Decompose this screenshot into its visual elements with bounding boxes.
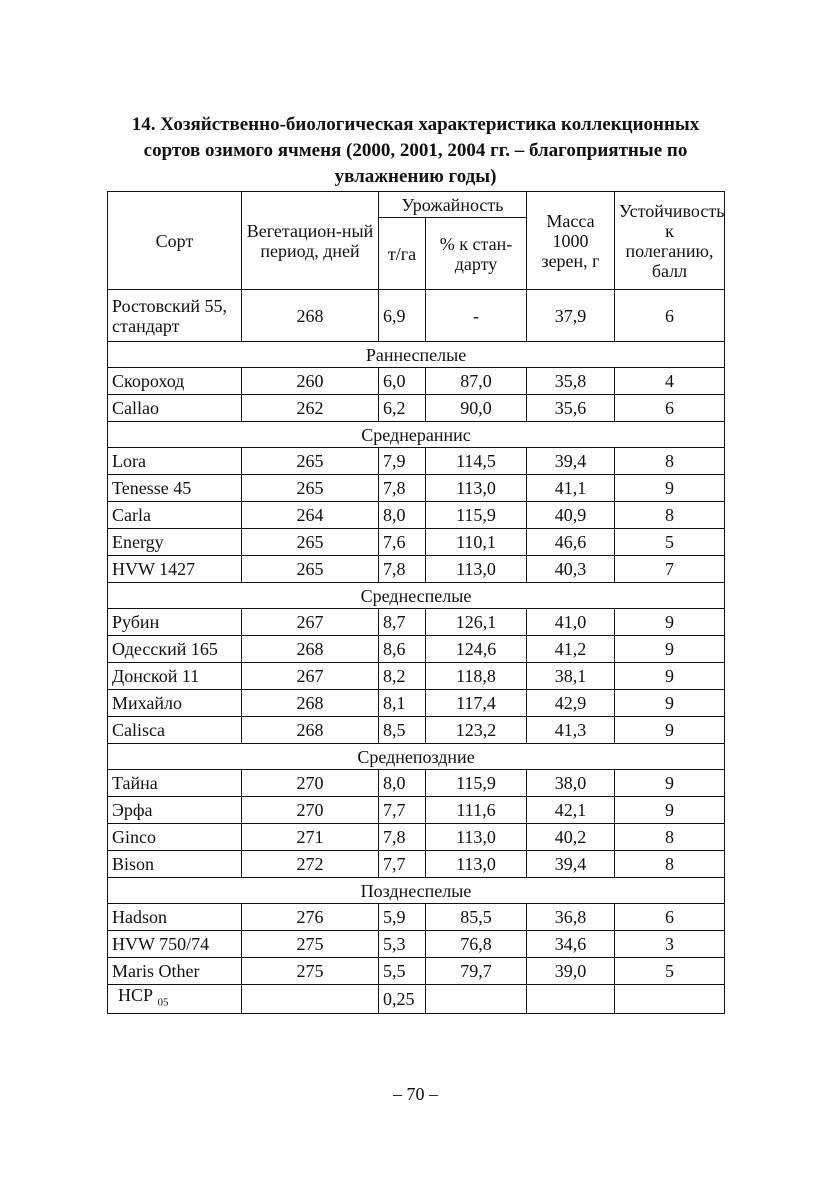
nsr-sub: 05 [157, 996, 169, 1009]
cell-variety: HVW 750/74 [108, 931, 242, 958]
cell-mass: 41,1 [527, 475, 615, 502]
cell-mass: 39,4 [527, 448, 615, 475]
header-variety: Сорт [108, 192, 242, 290]
cell-yield-tha: 5,3 [379, 931, 426, 958]
table-row [108, 556, 725, 583]
cell-mass: 40,3 [527, 556, 615, 583]
cell-yield-tha: 7,7 [379, 797, 426, 824]
cell-mass: 39,0 [527, 958, 615, 985]
cell-mass: 42,1 [527, 797, 615, 824]
title-line-2: сортов озимого ячменя (2000, 2001, 2004 гг. – благоприятные по [143, 140, 688, 161]
cell-variety: Донской 11 [108, 663, 242, 690]
nsr-pct [426, 985, 527, 1014]
cell-variety: Bison [108, 851, 242, 878]
cell-period: 270 [242, 770, 379, 797]
cell-yield-pct: 113,0 [426, 556, 527, 583]
cell-mass: 35,6 [527, 395, 615, 422]
cell-period: 276 [242, 904, 379, 931]
cell-variety: Energy [108, 529, 242, 556]
header-yield-tha: т/га [379, 218, 426, 290]
cell-yield-tha: 7,6 [379, 529, 426, 556]
cell-yield-tha: 7,8 [379, 475, 426, 502]
standard-name: Ростовский 55, стандарт [108, 290, 242, 342]
cell-mass: 38,1 [527, 663, 615, 690]
cell-yield-pct: 114,5 [426, 448, 527, 475]
cell-mass: 39,4 [527, 851, 615, 878]
cell-mass: 42,9 [527, 690, 615, 717]
cell-lodging: 9 [615, 770, 725, 797]
cell-yield-tha: 6,2 [379, 395, 426, 422]
nsr-label-cell [108, 985, 242, 1014]
cell-mass: 36,8 [527, 904, 615, 931]
cell-mass: 40,2 [527, 824, 615, 851]
cell-variety: Carla [108, 502, 242, 529]
cell-yield-tha: 7,7 [379, 851, 426, 878]
cell-yield-tha: 8,0 [379, 770, 426, 797]
cell-yield-pct: 79,7 [426, 958, 527, 985]
group-header-row [108, 744, 725, 770]
cell-mass: 38,0 [527, 770, 615, 797]
nsr-period [242, 985, 379, 1014]
group-title: Среднепоздние [108, 744, 725, 770]
table-row [108, 636, 725, 663]
cell-period: 264 [242, 502, 379, 529]
cell-lodging: 8 [615, 851, 725, 878]
cell-variety: Тайна [108, 770, 242, 797]
group-title: Позднеспелые [108, 878, 725, 904]
table-row [108, 475, 725, 502]
cell-lodging: 8 [615, 824, 725, 851]
cell-lodging: 9 [615, 717, 725, 744]
cell-period: 268 [242, 690, 379, 717]
cell-variety: Одесский 165 [108, 636, 242, 663]
cell-variety: Ginco [108, 824, 242, 851]
cell-yield-tha: 7,9 [379, 448, 426, 475]
cell-variety: Рубин [108, 609, 242, 636]
cell-yield-pct: 113,0 [426, 824, 527, 851]
group-header-row [108, 583, 725, 609]
cell-yield-pct: 115,9 [426, 770, 527, 797]
table-row [108, 609, 725, 636]
cell-lodging: 9 [615, 663, 725, 690]
cell-yield-pct: 117,4 [426, 690, 527, 717]
group-title: Раннеспелые [108, 342, 725, 368]
cell-period: 265 [242, 556, 379, 583]
table-row [108, 448, 725, 475]
cell-lodging: 5 [615, 958, 725, 985]
cell-yield-tha: 8,0 [379, 502, 426, 529]
standard-period: 268 [242, 290, 379, 342]
cell-mass: 35,8 [527, 368, 615, 395]
cell-period: 272 [242, 851, 379, 878]
title-line-1: 14. Хозяйственно-биологическая характеристика коллекционных [131, 114, 700, 135]
cell-period: 270 [242, 797, 379, 824]
standard-lodging: 6 [615, 290, 725, 342]
table-row [108, 395, 725, 422]
cell-variety: Tenesse 45 [108, 475, 242, 502]
cell-yield-tha: 8,6 [379, 636, 426, 663]
nsr-label: НСР [118, 985, 154, 1005]
cell-mass: 41,0 [527, 609, 615, 636]
cell-lodging: 9 [615, 690, 725, 717]
cell-yield-pct: 118,8 [426, 663, 527, 690]
table-row [108, 690, 725, 717]
cell-period: 268 [242, 717, 379, 744]
table-row [108, 958, 725, 985]
cell-lodging: 6 [615, 395, 725, 422]
header-yield-pct: % к стан-дарту [426, 218, 527, 290]
cell-yield-pct: 111,6 [426, 797, 527, 824]
group-header-row [108, 878, 725, 904]
cell-mass: 41,3 [527, 717, 615, 744]
nsr-mass [527, 985, 615, 1014]
cell-yield-tha: 8,1 [379, 690, 426, 717]
cell-mass: 34,6 [527, 931, 615, 958]
group-title: Среднераннис [108, 422, 725, 448]
table-row [108, 663, 725, 690]
nsr-tha: 0,25 [379, 985, 426, 1014]
cell-period: 267 [242, 663, 379, 690]
cell-yield-pct: 124,6 [426, 636, 527, 663]
cell-yield-pct: 110,1 [426, 529, 527, 556]
cell-period: 262 [242, 395, 379, 422]
cell-period: 268 [242, 636, 379, 663]
cell-variety: HVW 1427 [108, 556, 242, 583]
cell-lodging: 9 [615, 475, 725, 502]
cell-lodging: 9 [615, 609, 725, 636]
cell-yield-tha: 8,2 [379, 663, 426, 690]
header-yield: Урожайность [379, 192, 527, 218]
cell-mass: 46,6 [527, 529, 615, 556]
group-header-row [108, 422, 725, 448]
cell-yield-tha: 7,8 [379, 556, 426, 583]
cell-lodging: 6 [615, 904, 725, 931]
cell-yield-pct: 87,0 [426, 368, 527, 395]
table-row [108, 904, 725, 931]
cell-lodging: 5 [615, 529, 725, 556]
cell-yield-tha: 5,5 [379, 958, 426, 985]
cell-lodging: 4 [615, 368, 725, 395]
table-row [108, 824, 725, 851]
cell-yield-pct: 85,5 [426, 904, 527, 931]
cell-yield-pct: 90,0 [426, 395, 527, 422]
table-row [108, 851, 725, 878]
header-lodging: Устойчивость к полеганию, балл [615, 192, 725, 290]
cell-variety: Callao [108, 395, 242, 422]
table-row [108, 797, 725, 824]
cell-yield-pct: 76,8 [426, 931, 527, 958]
cell-period: 265 [242, 529, 379, 556]
cell-period: 267 [242, 609, 379, 636]
cell-lodging: 9 [615, 636, 725, 663]
table-row [108, 502, 725, 529]
cell-mass: 41,2 [527, 636, 615, 663]
cell-variety: Calisca [108, 717, 242, 744]
cell-yield-pct: 126,1 [426, 609, 527, 636]
cell-lodging: 8 [615, 448, 725, 475]
standard-row [108, 290, 725, 342]
cell-period: 260 [242, 368, 379, 395]
cell-lodging: 7 [615, 556, 725, 583]
table-row [108, 770, 725, 797]
header-vegetation: Вегетацион-ный период, дней [242, 192, 379, 290]
group-title: Среднеспелые [108, 583, 725, 609]
nsr-lodging [615, 985, 725, 1014]
cell-lodging: 3 [615, 931, 725, 958]
cell-yield-pct: 113,0 [426, 475, 527, 502]
title-line-3: увлажнению годы) [334, 166, 497, 187]
cell-period: 275 [242, 931, 379, 958]
standard-pct: - [426, 290, 527, 342]
cell-mass: 40,9 [527, 502, 615, 529]
header-mass: Масса 1000 зерен, г [527, 192, 615, 290]
cell-yield-tha: 6,0 [379, 368, 426, 395]
characteristics-table [107, 191, 725, 1014]
cell-yield-pct: 115,9 [426, 502, 527, 529]
cell-yield-tha: 8,5 [379, 717, 426, 744]
cell-yield-tha: 8,7 [379, 609, 426, 636]
cell-variety: Maris Other [108, 958, 242, 985]
table-title [100, 112, 731, 190]
table-row [108, 717, 725, 744]
cell-variety: Михайло [108, 690, 242, 717]
cell-variety: Эрфа [108, 797, 242, 824]
standard-tha: 6,9 [379, 290, 426, 342]
cell-yield-pct: 123,2 [426, 717, 527, 744]
standard-mass: 37,9 [527, 290, 615, 342]
group-header-row [108, 342, 725, 368]
cell-period: 265 [242, 475, 379, 502]
cell-lodging: 9 [615, 797, 725, 824]
cell-yield-tha: 7,8 [379, 824, 426, 851]
table-row [108, 368, 725, 395]
cell-period: 271 [242, 824, 379, 851]
cell-lodging: 8 [615, 502, 725, 529]
cell-period: 275 [242, 958, 379, 985]
cell-yield-tha: 5,9 [379, 904, 426, 931]
table-row [108, 529, 725, 556]
table-row [108, 931, 725, 958]
cell-variety: Lora [108, 448, 242, 475]
cell-yield-pct: 113,0 [426, 851, 527, 878]
nsr-row [108, 985, 725, 1014]
cell-variety: Скороход [108, 368, 242, 395]
cell-period: 265 [242, 448, 379, 475]
page-number: – 70 – [393, 1084, 438, 1104]
cell-variety: Hadson [108, 904, 242, 931]
